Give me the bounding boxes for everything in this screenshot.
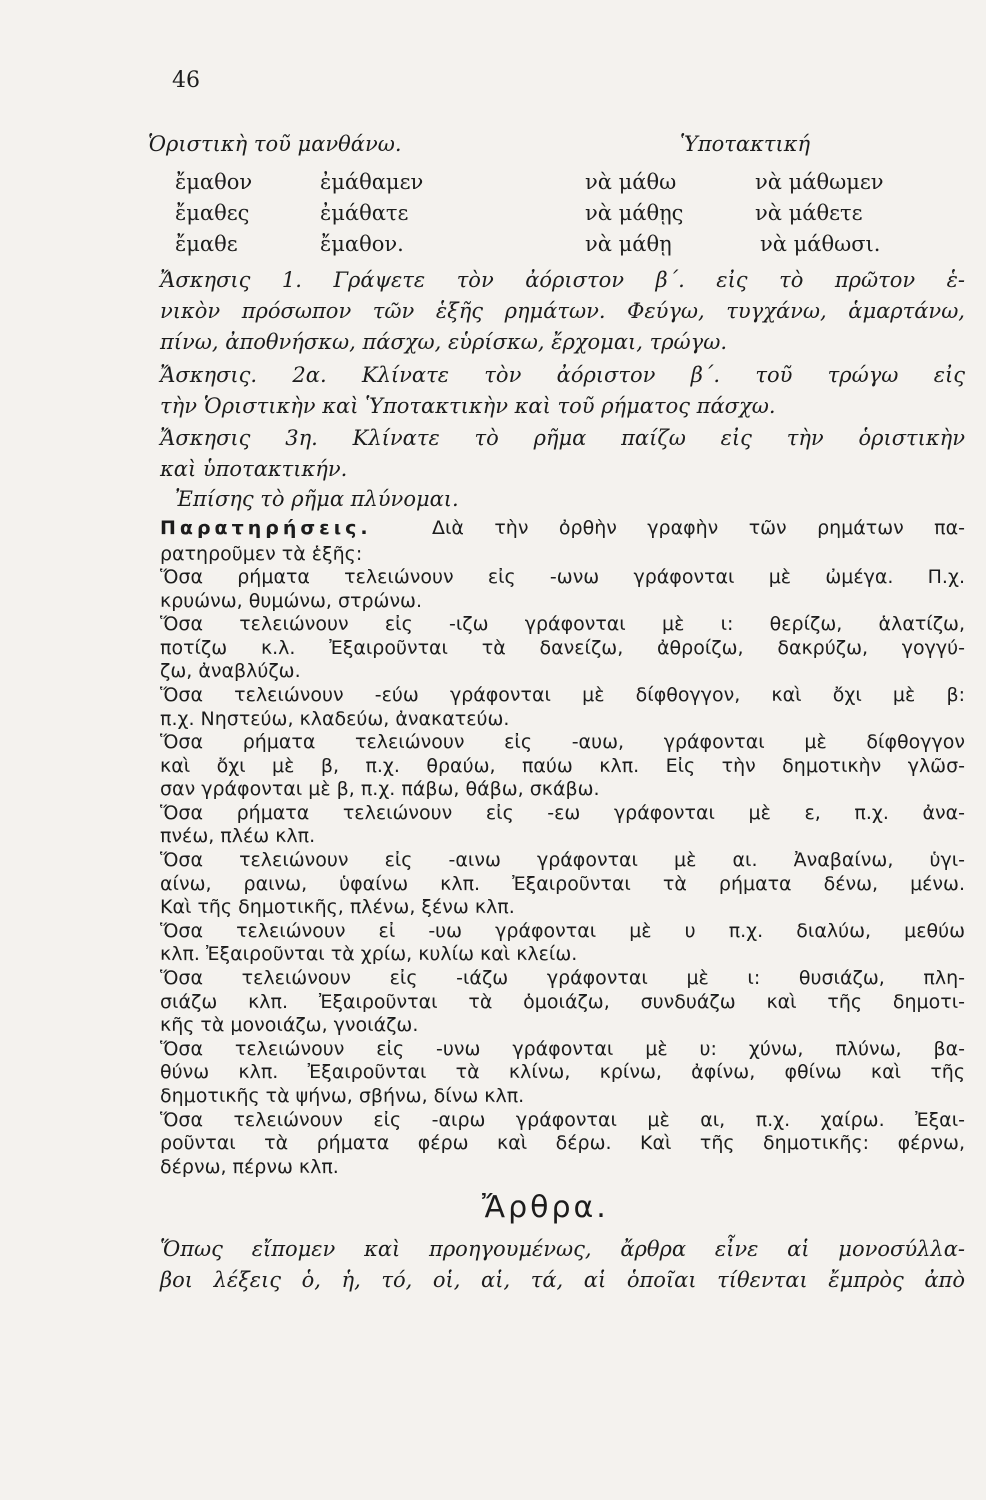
remarks-line: θύνω κλπ. Ἐξαιροῦνται τὰ κλίνω, κρίνω, ἀφίνω, φθίνω καὶ τῆς (160, 1061, 965, 1083)
remarks-line: Ὅσα ρήματα τελειώνουν εἰς -εω γράφονται μὲ ε, π.χ. ἀνα- (160, 802, 965, 824)
remarks-line: Διὰ τὴν ὀρθὴν γραφὴν τῶν ρημάτων πα- (432, 517, 965, 539)
remarks-line: ρατηροῦμεν τὰ ἑξῆς: (160, 543, 363, 565)
remarks-line: δέρνω, πέρνω κλπ. (160, 1156, 339, 1178)
remarks-line: ζω, ἀναβλύζω. (160, 660, 301, 682)
exercise-line: Ἄσκησις. 2α. Κλίνατε τὸν ἀόριστον β΄. τοῦ τρώγω εἰς (160, 363, 965, 387)
indicative-heading: Ὁριστικὴ τοῦ μανθάνω. (148, 132, 402, 156)
page-number: 46 (172, 68, 200, 93)
remarks-line: αίνω, ραινω, ὑφαίνω κλπ. Ἐξαιροῦνται τὰ ρήματα δένω, μένω. (160, 873, 965, 895)
remarks-line: Ὅσα τελειώνουν εἰς -ιάζω γράφονται μὲ ι: θυσιάζω, πλη- (160, 967, 965, 989)
exercise-line: Ἐπίσης τὸ ρῆμα πλύνομαι. (175, 487, 459, 511)
remarks-line: Ὅσα τελειώνουν εἰς -αινω γράφονται μὲ αι. Ἀναβαίνω, ὑγι- (160, 849, 965, 871)
remarks-line: Ὅσα τελειώνουν εἰς -ιζω γράφονται μὲ ι: θερίζω, ἁλατίζω, (160, 613, 965, 635)
remarks-line: π.χ. Νηστεύω, κλαδεύω, ἀνακατεύω. (160, 708, 510, 730)
remarks-line: Ὅσα τελειώνουν εἰς -υνω γράφονται μὲ υ: χύνω, πλύνω, βα- (160, 1038, 965, 1060)
remarks-line: ποτίζω κ.λ. Ἐξαιροῦνται τὰ δανείζω, ἀθροίζω, δακρύζω, γογγύ- (160, 637, 965, 659)
remarks-heading (160, 514, 430, 542)
section-title: Ἄρθρα. (482, 1190, 609, 1225)
exercise-line: τὴν Ὁριστικὴν καὶ Ὑποτακτικὴν καὶ τοῦ ρήματος πάσχω. (160, 394, 776, 418)
indicative-pl-1: ἐμάθαμεν (320, 170, 424, 194)
remarks-line: Καὶ τῆς δημοτικῆς, πλένω, ξένω κλπ. (160, 896, 515, 918)
indicative-sg-1: ἔμαθον (175, 170, 253, 194)
remarks-line: Ὅσα τελειώνουν εἰ -υω γράφονται μὲ υ π.χ. διαλύω, μεθύω (160, 920, 965, 942)
subjunctive-pl-1: νὰ μάθωμεν (755, 170, 884, 194)
subjunctive-pl-2: νὰ μάθετε (755, 201, 863, 225)
remarks-line: καὶ ὄχι μὲ β, π.χ. θραύω, παύω κλπ. Εἰς τὴν δημοτικὴν γλῶσ- (160, 755, 965, 777)
subjunctive-heading: Ὑποτακτική (680, 132, 811, 156)
indicative-sg-2: ἔμαθες (175, 201, 250, 225)
remarks-line: κῆς τὰ μονοιάζω, γνοιάζω. (160, 1014, 419, 1036)
remarks-line: Ὅσα ρήματα τελειώνουν εἰς -αυω, γράφονται μὲ δίφθογγον (160, 731, 965, 753)
remarks-line: ροῦνται τὰ ρήματα φέρω καὶ δέρω. Καὶ τῆς δημοτικῆς: φέρνω, (160, 1132, 965, 1154)
remarks-line: πνέω, πλέω κλπ. (160, 825, 316, 847)
remarks-line: Ὅσα τελειώνουν -εύω γράφονται μὲ δίφθογγον, καὶ ὄχι μὲ β: (160, 684, 965, 706)
indicative-pl-3: ἔμαθον. (320, 232, 404, 256)
section-line: βοι λέξεις ὁ, ἡ, τό, οἱ, αἱ, τά, αἱ ὁποῖαι τίθενται ἔμπρὸς ἀπὸ (160, 1268, 965, 1292)
remarks-line: Ὅσα τελειώνουν εἰς -αιρω γράφονται μὲ αι, π.χ. χαίρω. Ἐξαι- (160, 1109, 965, 1131)
subjunctive-sg-3: νὰ μάθῃ (585, 232, 672, 256)
subjunctive-pl-3: νὰ μάθωσι. (760, 232, 881, 256)
exercise-line: νικὸν πρόσωπον τῶν ἑξῆς ρημάτων. Φεύγω, τυγχάνω, ἁμαρτάνω, (160, 299, 965, 323)
exercise-line: πίνω, ἀποθνήσκω, πάσχω, εὑρίσκω, ἔρχομαι, τρώγω. (160, 330, 728, 354)
exercise-line: καὶ ὑποτακτικήν. (160, 457, 348, 481)
exercise-line: Ἄσκησις 1. Γράψετε τὸν ἀόριστον β΄. εἰς τὸ πρῶτον ἑ- (160, 268, 965, 292)
indicative-pl-2: ἐμάθατε (320, 201, 409, 225)
subjunctive-sg-1: νὰ μάθω (585, 170, 677, 194)
remarks-line: κλπ. Ἐξαιροῦνται τὰ χρίω, κυλίω καὶ κλείω. (160, 943, 578, 965)
subjunctive-sg-2: νὰ μάθῃς (585, 201, 684, 225)
indicative-sg-3: ἔμαθε (175, 232, 238, 256)
remarks-line: σιάζω κλπ. Ἐξαιροῦνται τὰ ὁμοιάζω, συνδυάζω καὶ τῆς δημοτι- (160, 991, 965, 1013)
exercise-line: Ἄσκησις 3η. Κλίνατε τὸ ρῆμα παίζω εἰς τὴν ὁριστικὴν (160, 426, 965, 450)
remarks-line: κρυώνω, θυμώνω, στρώνω. (160, 590, 423, 612)
remarks-heading-text: Παρατηρήσεις. (160, 517, 372, 539)
remarks-line: σαν γράφονται μὲ β, π.χ. πάβω, θάβω, σκάβω. (160, 778, 600, 800)
remarks-line: Ὅσα ρήματα τελειώνουν εἰς -ωνω γράφονται μὲ ὠμέγα. Π.χ. (160, 566, 965, 588)
section-line: Ὅπως εἴπομεν καὶ προηγουμένως, ἄρθρα εἶνε αἱ μονοσύλλα- (160, 1237, 965, 1261)
remarks-line: δημοτικῆς τὰ ψήνω, σβήνω, δίνω κλπ. (160, 1085, 525, 1107)
